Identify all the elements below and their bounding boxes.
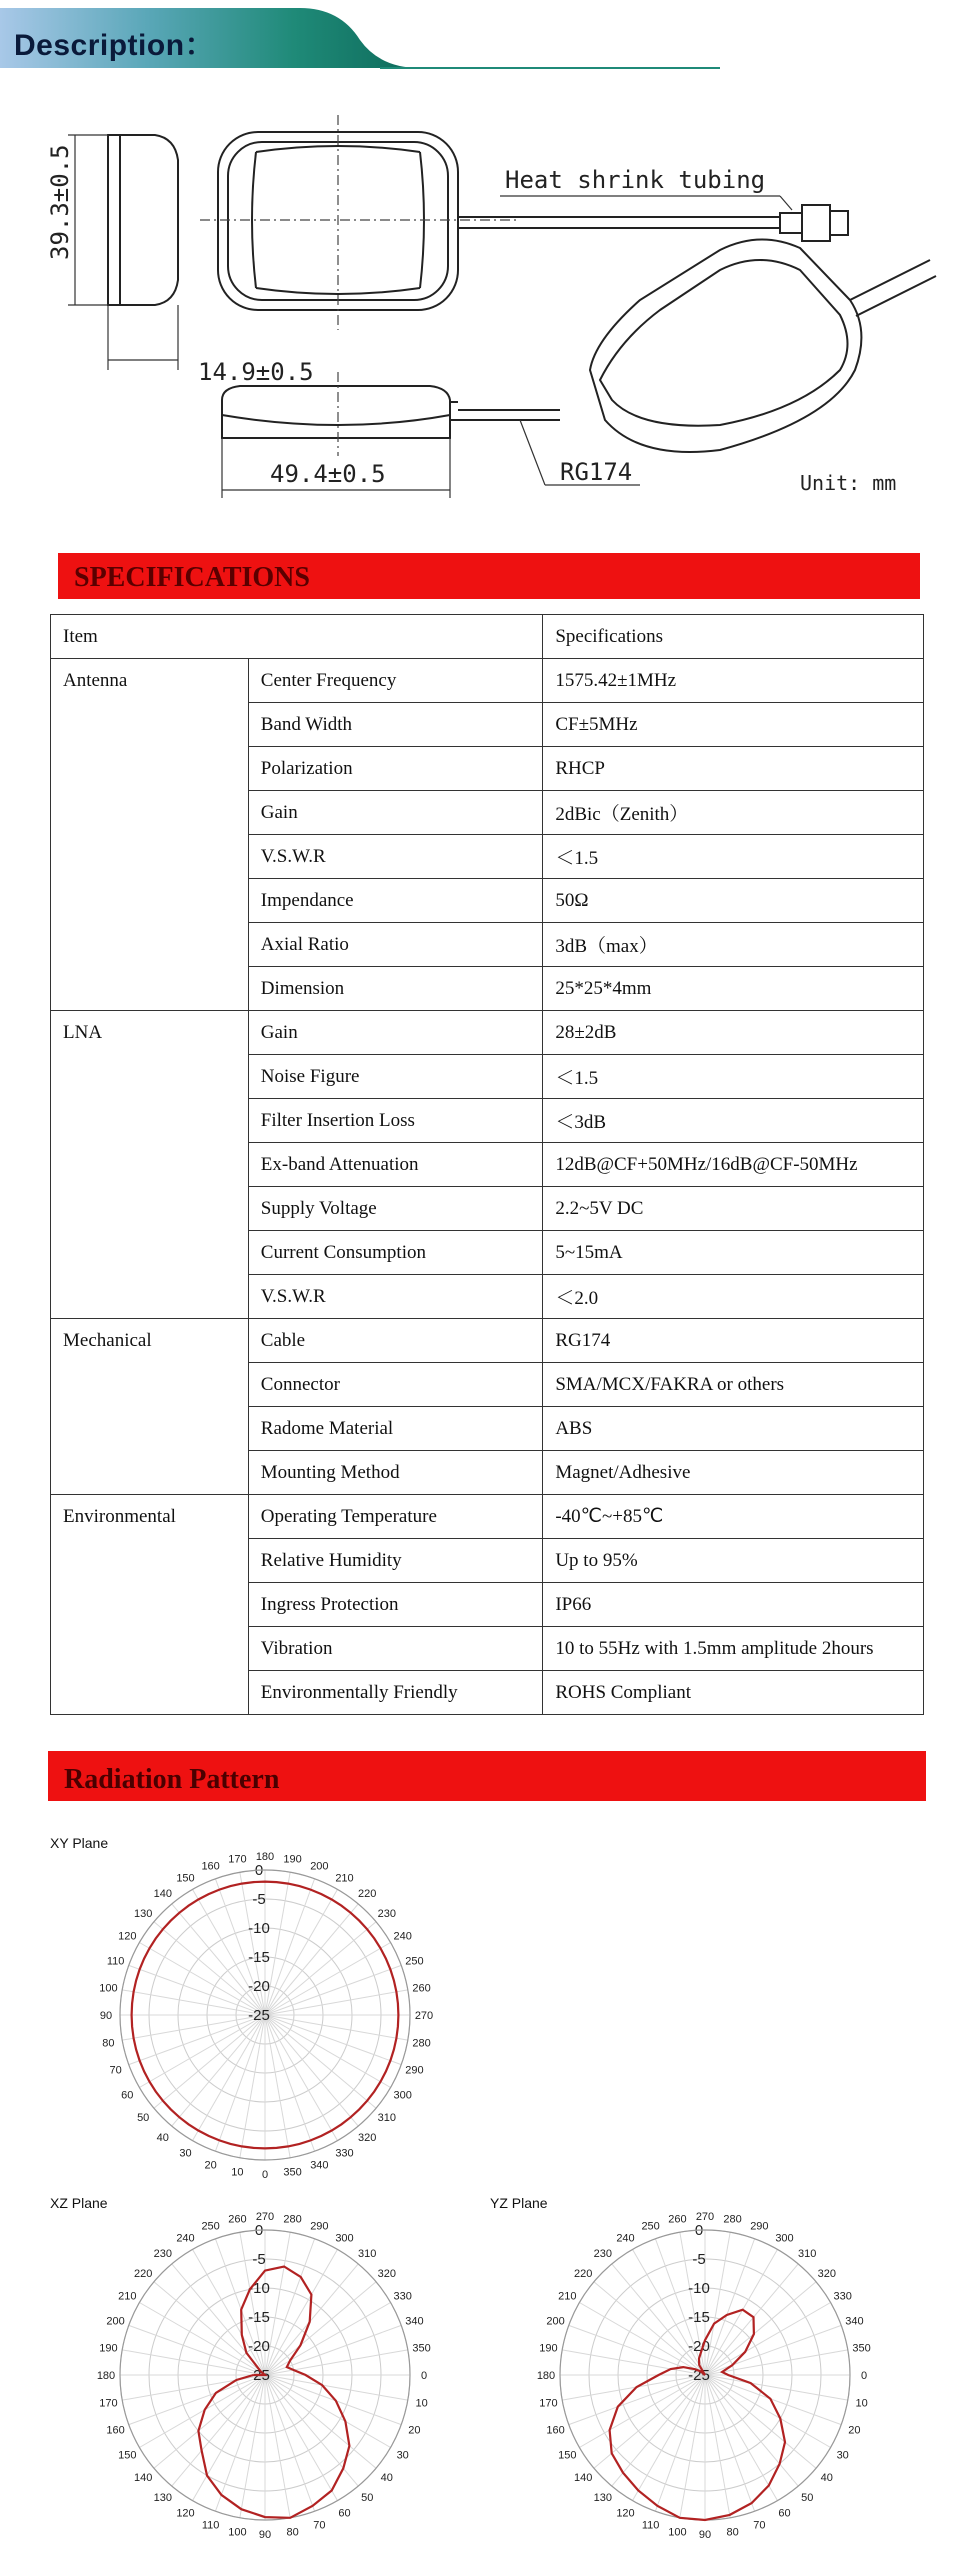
angle-tick-label: 80 (726, 2526, 739, 2539)
angle-tick-label: 70 (753, 2519, 766, 2532)
dim-height: 39.3±0.5 (46, 144, 74, 260)
angle-tick-label: 200 (310, 1860, 329, 1873)
angle-tick-label: 190 (283, 1853, 302, 1866)
param-cell: Gain (248, 791, 543, 835)
param-cell: Radome Material (248, 1407, 543, 1451)
angle-tick-label: 60 (338, 2507, 351, 2520)
angle-tick-label: 40 (820, 2472, 833, 2485)
angle-tick-label: 210 (335, 1872, 354, 1885)
pattern-line (198, 2267, 349, 2518)
polar-chart-xz (50, 2180, 480, 2560)
specifications-title: SPECIFICATIONS (74, 562, 310, 593)
ring-label: -5 (252, 1891, 266, 1908)
angle-tick-label: 170 (539, 2397, 558, 2410)
polar-title: XY Plane (50, 1835, 109, 1851)
angle-tick-label: 30 (396, 2449, 409, 2462)
angle-tick-label: 180 (96, 2370, 116, 2382)
angle-tick-label: 10 (855, 2397, 868, 2410)
angle-tick-label: 330 (393, 2290, 412, 2303)
param-cell: Environmentally Friendly (248, 1671, 543, 1715)
table-row (51, 1011, 924, 1055)
angle-tick-label: 180 (255, 1851, 275, 1863)
ring-label: 0 (254, 1862, 264, 1879)
heat-shrink-label: Heat shrink tubing (505, 166, 766, 194)
angle-tick-label: 220 (358, 1888, 377, 1901)
description-title: Description： (14, 29, 216, 62)
angle-tick-label: 170 (228, 1853, 247, 1866)
value-cell: 5~15mA (543, 1231, 924, 1275)
angle-tick-label: 290 (405, 2064, 424, 2077)
angle-tick-label: 330 (335, 2147, 354, 2160)
angle-tick-label: 200 (546, 2315, 565, 2328)
angle-tick-label: 210 (558, 2290, 577, 2303)
angle-tick-label: 240 (176, 2232, 195, 2245)
angle-tick-label: 0 (420, 2370, 428, 2382)
angle-tick-label: 210 (118, 2290, 137, 2303)
table-row (51, 659, 924, 703)
specifications-table (50, 614, 924, 1715)
value-cell: Magnet/Adhesive (543, 1451, 924, 1495)
value-cell: 10 to 55Hz with 1.5mm amplitude 2hours (543, 1627, 924, 1671)
angle-tick-label: 290 (750, 2220, 769, 2233)
angle-tick-label: 270 (255, 2211, 275, 2223)
param-cell: V.S.W.R (248, 835, 543, 879)
angle-tick-label: 230 (153, 2248, 172, 2261)
ring-label: -15 (248, 2309, 270, 2326)
angle-tick-label: 260 (668, 2213, 687, 2226)
ring-label: 0 (694, 2222, 704, 2239)
value-cell: 12dB@CF+50MHz/16dB@CF-50MHz (543, 1143, 924, 1187)
angle-tick-label: 0 (261, 2169, 269, 2181)
angle-tick-label: 260 (228, 2213, 247, 2226)
ring-label: -25 (248, 2007, 270, 2024)
angle-tick-label: 230 (377, 1907, 396, 1920)
angle-tick-label: 100 (668, 2526, 687, 2539)
angle-tick-label: 190 (539, 2342, 558, 2355)
angle-tick-label: 160 (201, 1860, 220, 1873)
param-cell: Band Width (248, 703, 543, 747)
angle-tick-label: 170 (99, 2397, 118, 2410)
dim-width: 49.4±0.5 (270, 460, 386, 488)
category-cell: Mechanical (51, 1319, 249, 1495)
param-cell: Center Frequency (248, 659, 543, 703)
angle-tick-label: 280 (723, 2213, 742, 2226)
value-cell: 1575.42±1MHz (543, 659, 924, 703)
param-cell: Mounting Method (248, 1451, 543, 1495)
param-cell: Filter Insertion Loss (248, 1099, 543, 1143)
param-cell: Operating Temperature (248, 1495, 543, 1539)
angle-tick-label: 50 (801, 2491, 814, 2504)
table-row (51, 1319, 924, 1363)
ring-label: -15 (688, 2309, 710, 2326)
param-cell: Connector (248, 1363, 543, 1407)
angle-tick-label: 0 (860, 2370, 868, 2382)
polar-title: YZ Plane (490, 2195, 548, 2211)
angle-tick-label: 220 (574, 2267, 593, 2280)
angle-tick-label: 130 (134, 1907, 153, 1920)
angle-tick-label: 140 (134, 2472, 153, 2485)
angle-tick-label: 10 (415, 2397, 428, 2410)
angle-tick-label: 280 (283, 2213, 302, 2226)
value-cell: 50Ω (543, 879, 924, 923)
param-cell: Relative Humidity (248, 1539, 543, 1583)
angle-tick-label: 350 (283, 2166, 302, 2179)
angle-tick-label: 150 (176, 1872, 195, 1885)
angle-tick-label: 80 (286, 2526, 299, 2539)
angle-tick-label: 190 (99, 2342, 118, 2355)
angle-tick-label: 80 (102, 2037, 115, 2050)
angle-tick-label: 200 (106, 2315, 125, 2328)
angle-tick-label: 90 (258, 2529, 272, 2541)
angle-tick-label: 50 (137, 2112, 150, 2125)
angle-tick-label: 310 (358, 2248, 377, 2261)
category-cell: Environmental (51, 1495, 249, 1715)
angle-tick-label: 350 (852, 2342, 871, 2355)
angle-tick-label: 90 (99, 2010, 113, 2022)
angle-tick-label: 220 (134, 2267, 153, 2280)
angle-tick-label: 300 (393, 2089, 412, 2102)
angle-tick-label: 340 (405, 2315, 424, 2328)
angle-tick-label: 310 (377, 2112, 396, 2125)
angle-tick-label: 300 (775, 2232, 794, 2245)
cable-label: RG174 (560, 458, 633, 486)
param-cell: Ingress Protection (248, 1583, 543, 1627)
param-cell: Current Consumption (248, 1231, 543, 1275)
angle-tick-label: 150 (118, 2449, 137, 2462)
ring-label: -15 (248, 1949, 270, 1966)
angle-tick-label: 320 (358, 2131, 377, 2144)
param-cell: V.S.W.R (248, 1275, 543, 1319)
angle-tick-label: 330 (833, 2290, 852, 2303)
table-header-row (51, 615, 924, 659)
ring-label: -10 (688, 2280, 710, 2297)
angle-tick-label: 90 (698, 2529, 712, 2541)
dim-depth: 14.9±0.5 (198, 358, 314, 386)
angle-tick-label: 300 (335, 2232, 354, 2245)
value-cell: ＜1.5 (543, 1055, 924, 1099)
param-cell: Cable (248, 1319, 543, 1363)
angle-tick-label: 230 (593, 2248, 612, 2261)
angle-tick-label: 30 (836, 2449, 849, 2462)
angle-tick-label: 180 (536, 2370, 556, 2382)
angle-tick-label: 110 (106, 1955, 125, 1968)
angle-tick-label: 60 (778, 2507, 791, 2520)
header-item: Item (51, 615, 543, 659)
angle-tick-label: 240 (393, 1930, 412, 1943)
angle-tick-label: 110 (641, 2519, 660, 2532)
angle-tick-label: 310 (798, 2248, 817, 2261)
value-cell: -40℃~+85℃ (543, 1495, 924, 1539)
angle-tick-label: 320 (817, 2267, 836, 2280)
angle-tick-label: 130 (153, 2491, 172, 2504)
angle-tick-label: 160 (106, 2424, 125, 2437)
param-cell: Polarization (248, 747, 543, 791)
ring-label: -10 (248, 1920, 270, 1937)
angle-tick-label: 40 (156, 2131, 169, 2144)
ring-label: -5 (692, 2251, 706, 2268)
antenna-drawing (0, 80, 958, 520)
header-spec: Specifications (543, 615, 924, 659)
value-cell: Up to 95% (543, 1539, 924, 1583)
value-cell: RG174 (543, 1319, 924, 1363)
ring-label: -20 (688, 2338, 710, 2355)
angle-tick-label: 320 (377, 2267, 396, 2280)
angle-tick-label: 290 (310, 2220, 329, 2233)
ring-label: 0 (254, 2222, 264, 2239)
value-cell: ROHS Compliant (543, 1671, 924, 1715)
angle-tick-label: 140 (153, 1888, 172, 1901)
param-cell: Vibration (248, 1627, 543, 1671)
ring-label: -20 (248, 2338, 270, 2355)
angle-tick-label: 130 (593, 2491, 612, 2504)
angle-tick-label: 120 (616, 2507, 635, 2520)
angle-tick-label: 340 (845, 2315, 864, 2328)
value-cell: 25*25*4mm (543, 967, 924, 1011)
angle-tick-label: 30 (179, 2147, 192, 2160)
angle-tick-label: 10 (231, 2166, 244, 2179)
value-cell: 28±2dB (543, 1011, 924, 1055)
angle-tick-label: 60 (121, 2089, 134, 2102)
polar-chart-yz (490, 2180, 920, 2560)
angle-tick-label: 270 (414, 2010, 434, 2022)
value-cell: ＜3dB (543, 1099, 924, 1143)
angle-tick-label: 260 (412, 1982, 431, 1995)
value-cell: SMA/MCX/FAKRA or others (543, 1363, 924, 1407)
ring-label: -20 (248, 1978, 270, 1995)
angle-tick-label: 120 (176, 2507, 195, 2520)
angle-tick-label: 120 (118, 1930, 137, 1943)
angle-tick-label: 70 (313, 2519, 326, 2532)
value-cell: CF±5MHz (543, 703, 924, 747)
angle-tick-label: 240 (616, 2232, 635, 2245)
param-cell: Noise Figure (248, 1055, 543, 1099)
angle-tick-label: 100 (99, 1982, 118, 1995)
param-cell: Ex-band Attenuation (248, 1143, 543, 1187)
angle-tick-label: 270 (695, 2211, 715, 2223)
angle-tick-label: 50 (361, 2491, 374, 2504)
angle-tick-label: 250 (641, 2220, 660, 2233)
ring-label: -25 (688, 2367, 710, 2384)
angle-tick-label: 160 (546, 2424, 565, 2437)
value-cell: 3dB（max） (543, 923, 924, 967)
value-cell: 2.2~5V DC (543, 1187, 924, 1231)
angle-tick-label: 150 (558, 2449, 577, 2462)
table-row (51, 1495, 924, 1539)
category-cell: Antenna (51, 659, 249, 1011)
angle-tick-label: 40 (380, 2472, 393, 2485)
param-cell: Impendance (248, 879, 543, 923)
radiation-title: Radiation Pattern (64, 1764, 280, 1795)
value-cell: ＜1.5 (543, 835, 924, 879)
unit-label: Unit: mm (800, 471, 897, 495)
angle-tick-label: 250 (405, 1955, 424, 1968)
angle-tick-label: 110 (201, 2519, 220, 2532)
angle-tick-label: 350 (412, 2342, 431, 2355)
param-cell: Dimension (248, 967, 543, 1011)
polar-chart-xy (50, 1820, 480, 2200)
category-cell: LNA (51, 1011, 249, 1319)
ring-label: -5 (252, 2251, 266, 2268)
param-cell: Gain (248, 1011, 543, 1055)
polar-title: XZ Plane (50, 2195, 108, 2211)
ring-label: -25 (248, 2367, 270, 2384)
angle-tick-label: 340 (310, 2159, 329, 2172)
angle-tick-label: 140 (574, 2472, 593, 2485)
angle-tick-label: 70 (109, 2064, 122, 2077)
param-cell: Supply Voltage (248, 1187, 543, 1231)
value-cell: IP66 (543, 1583, 924, 1627)
value-cell: RHCP (543, 747, 924, 791)
value-cell: 2dBic（Zenith） (543, 791, 924, 835)
angle-tick-label: 250 (201, 2220, 220, 2233)
angle-tick-label: 100 (228, 2526, 247, 2539)
angle-tick-label: 20 (204, 2159, 217, 2172)
value-cell: ABS (543, 1407, 924, 1451)
ring-label: -10 (248, 2280, 270, 2297)
angle-tick-label: 20 (848, 2424, 861, 2437)
value-cell: ＜2.0 (543, 1275, 924, 1319)
param-cell: Axial Ratio (248, 923, 543, 967)
angle-tick-label: 20 (408, 2424, 421, 2437)
angle-tick-label: 280 (412, 2037, 431, 2050)
